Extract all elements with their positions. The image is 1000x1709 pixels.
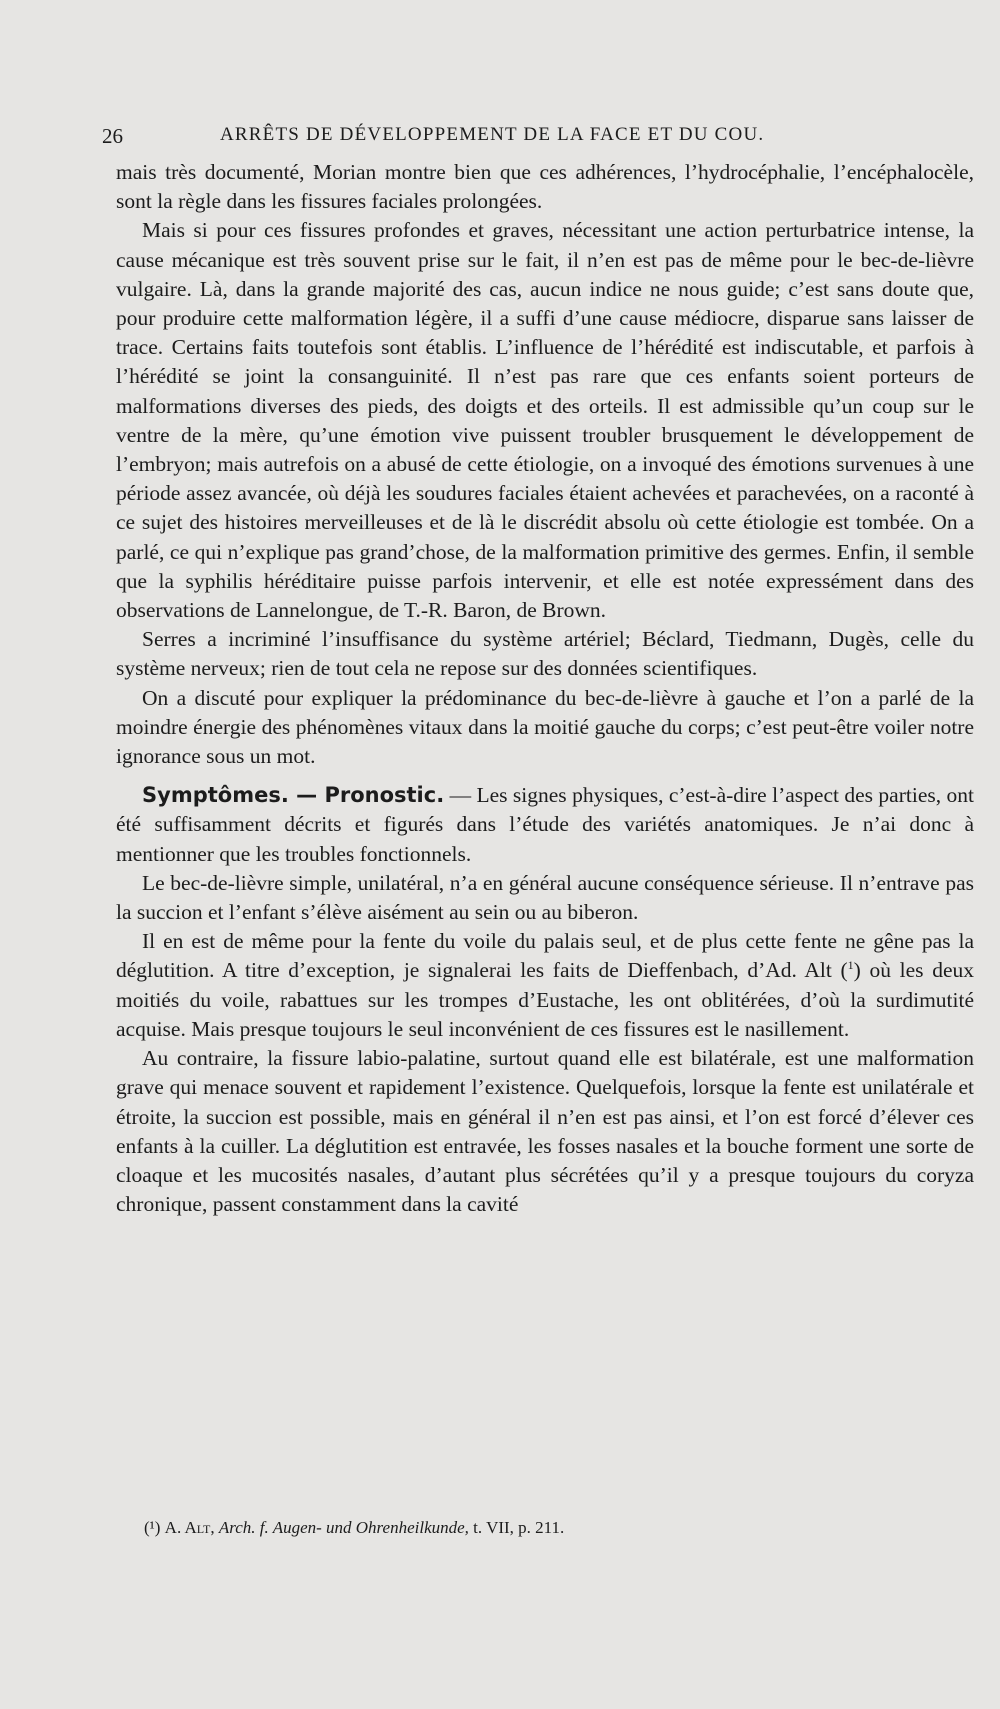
- footnote-journal: Arch. f. Augen- und Ohrenheilkunde,: [218, 1518, 469, 1537]
- footnote-ref: t. VII, p. 211.: [473, 1518, 565, 1537]
- running-title: ARRÊTS DE DÉVELOPPEMENT DE LA FACE ET DU COU.: [220, 124, 765, 145]
- paragraph-etiology: Mais si pour ces fissures profondes et graves, nécessitant une action perturbatrice intense, la cause mécanique est très souvent prise sur le fait, il n’en est pas de même pour le bec-de-lièvre vulgaire. Là, dans la grande majorité des cas, aucun indice ne nous guide; c’est sans doute que, pour produire cette malformation légère, il a suffi d’une cause médiocre, disparue sans laisser de trace. Certains faits toutefois sont établis. L’influence de l’hérédité est indiscutable, et parfois à l’hérédité se joint la consanguinité. Il n’est pas rare que ces enfants soient porteurs de malformations diverses des pieds, des doigts et des orteils. Il est admissible qu’un coup sur le ventre de la mère, qu’une émotion vive puissent troubler brusquement le développement de l’embryon; mais autrefois on a abusé de cette étiologie, on a invoqué des émotions survenues à une période assez avancée, où déjà les soudures faciales étaient achevées et parachevées, on a raconté à ce sujet des histoires merveilleuses et de là le discrédit absolu où cette étiologie est tombée. On a parlé, ce qui n’explique pas grand’chose, de la malformation primitive des germes. Enfin, il semble que la syphilis héréditaire puisse parfois intervenir, et elle est notée expressément dans des observations de Lannelongue, de T.-R. Baron, de Brown.: [116, 218, 974, 623]
- paragraph-soft-palate-text-before: Il en est de même pour la fente du voile du palais seul, et de plus cette fente ne gêne pas la déglutition. A titre d’exception, je signalerai les faits de Dieffenbach, d’Ad. Alt (: [116, 929, 974, 983]
- body-text: [116, 158, 974, 1219]
- paragraph-symptoms: [116, 781, 974, 869]
- page-header: [102, 124, 840, 154]
- paragraph-labio-palatine: Au contraire, la fissure labio-palatine, surtout quand elle est bilatérale, est une malformation grave qui menace souvent et rapidement l’existence. Quelquefois, lorsque la fente est unilatérale et étroite, la succion est possible, mais en général il n’en est pas ainsi, et l’on est forcé d’élever ces enfants à la cuiller. La déglutition est entravée, les fosses nasales et la bouche forment une sorte de cloaque et les mucosités nasales, d’autant plus sécrétées qu’il y a presque toujours du coryza chronique, passent constamment dans la cavité: [116, 1046, 974, 1217]
- paragraph-theories: Serres a incriminé l’insuffisance du système artériel; Béclard, Tiedmann, Dugès, celle du système nerveux; rien de tout cela ne repose sur des données scientifiques.: [116, 627, 974, 681]
- footnote-author: A. Alt,: [164, 1518, 215, 1537]
- footnote-marker: (¹): [144, 1518, 161, 1537]
- paragraph-soft-palate-text-after: ) où les deux moitiés du voile, rabattues sur les trompes d’Eustache, les ont oblitérées, d’où la surdimutité acquise. Mais presque toujours le seul inconvénient de ces fissures est le nasillement.: [116, 958, 974, 1041]
- section-heading: Symptômes. — Pronostic.: [142, 783, 445, 808]
- footnote: [144, 1517, 904, 1539]
- footnote-reference: 1: [847, 958, 854, 973]
- page-number: 26: [102, 124, 123, 148]
- paragraph-left-predominance: On a discuté pour expliquer la prédominance du bec-de-lièvre à gauche et l’on a parlé de la moindre énergie des phénomènes vitaux dans la moitié gauche du corps; c’est peut-être voiler notre ignorance sous un mot.: [116, 685, 974, 769]
- paragraph-continuation: mais très documenté, Morian montre bien que ces adhérences, l’hydrocéphalie, l’encéphalocèle, sont la règle dans les fissures faciales prolongées.: [116, 160, 974, 214]
- paragraph-symptoms-text: — Les signes physiques, c’est-à-dire l’aspect des parties, ont été suffisamment décrits et figurés dans l’étude des variétés anatomiques. Je n’ai donc à mentionner que les troubles fonctionnels.: [116, 783, 974, 866]
- paragraph-simple-cleft-lip: Le bec-de-lièvre simple, unilatéral, n’a en général aucune conséquence sérieuse. Il n’entrave pas la succion et l’enfant s’élève aisément au sein ou au biberon.: [116, 870, 974, 925]
- paragraph-soft-palate: [116, 927, 974, 1044]
